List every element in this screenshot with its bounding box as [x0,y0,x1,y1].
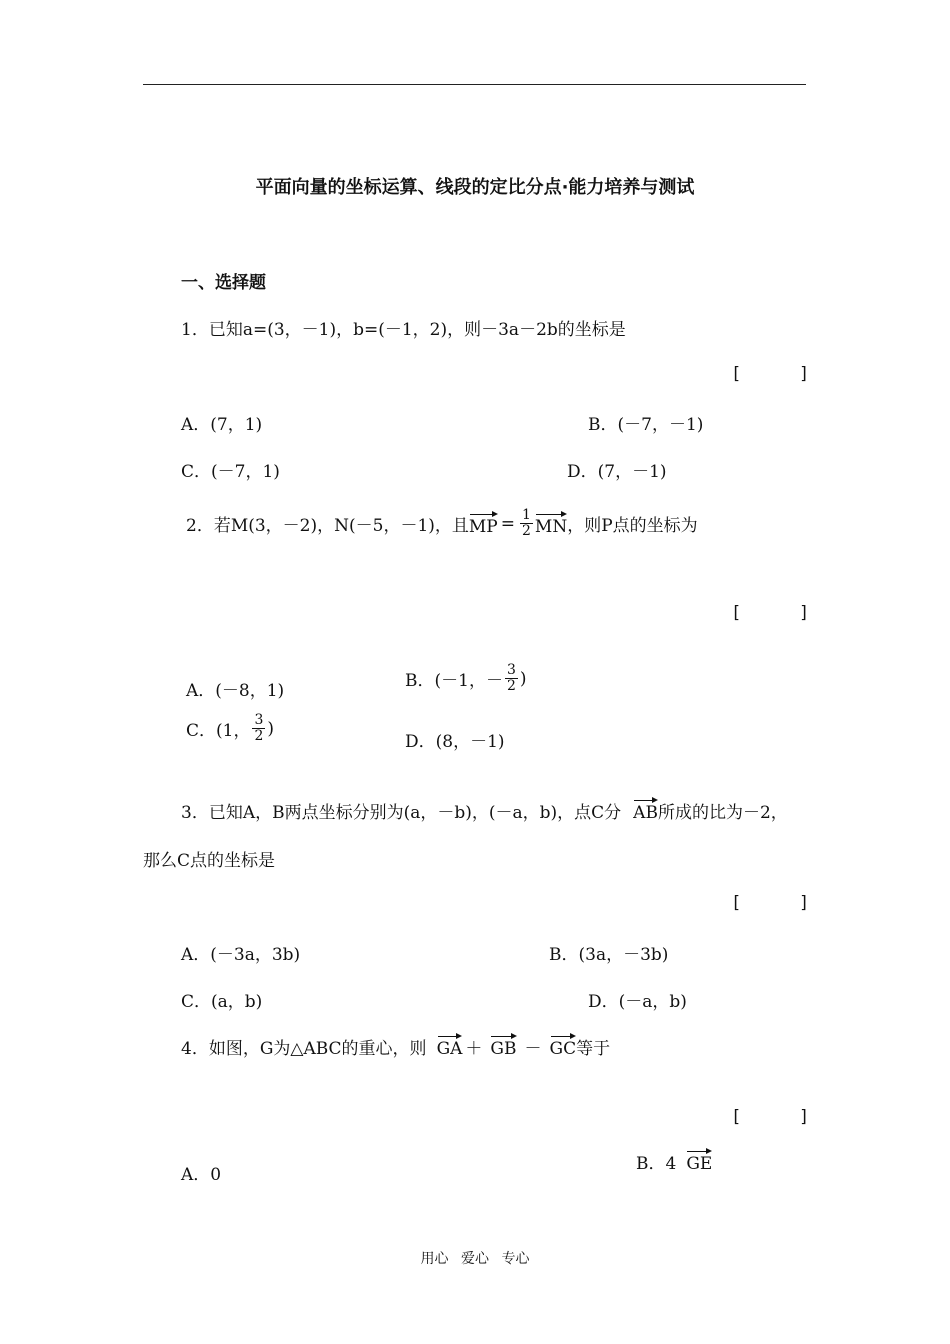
q1-bracket-left: [ [731,364,742,384]
q3-option-c: C．(a，b) [181,992,263,1012]
q2-option-c [186,713,274,744]
q2-option-b-num: 3 [506,662,516,678]
q2-option-b-prefix: B．(－1，－ [405,671,503,691]
q1-option-b: B．(－7，－1) [588,415,704,435]
q4-vector-gc: GC [550,1033,577,1059]
page-title: 平面向量的坐标运算、线段的定比分点·能力培养与测试 [255,177,695,198]
q4-minus: － [524,1039,542,1059]
q1-option-c: C．(－7，1) [181,462,280,482]
q2-option-b [405,663,527,694]
page-footer: 用心 爱心 专心 [420,1251,530,1267]
q3-bracket-left: [ [731,893,742,913]
q2-option-c-den: 2 [254,728,264,744]
q4-bracket-left: [ [731,1107,742,1127]
q2-vector-mp: MP [469,511,498,537]
q3-vector-ab: AB [633,797,658,823]
q2-stem-suffix: ，则P点的坐标为 [567,516,698,536]
q2-frac-den: 2 [522,523,531,539]
section-heading: 一、选择题 [181,273,266,293]
q1-option-d: D．(7，－1) [567,462,667,482]
q3-stem [181,797,788,823]
q2-option-c-fraction [252,713,265,744]
q4-plus: ＋ [465,1039,483,1059]
q2-stem [186,508,698,539]
q2-equals: = [500,513,515,534]
q3-stem-suffix: 所成的比为－2， [657,803,788,823]
q2-option-c-prefix: C．(1， [186,721,251,741]
q3-bracket-right: ] [799,893,810,913]
q2-option-b-den: 2 [506,678,516,694]
q2-fraction [520,508,533,539]
q2-option-b-suffix: ) [519,668,527,689]
q3-option-b: B．(3a，－3b) [549,945,669,965]
q2-option-b-fraction [505,663,518,694]
q4-bracket-right: ] [799,1107,810,1127]
q2-bracket-left: [ [731,603,742,623]
q2-bracket-right: ] [799,603,810,623]
q1-option-a: A．(7，1) [181,415,263,435]
q2-stem-prefix: 2．若M(3，－2)，N(－5，－1)，且 [186,516,469,536]
q4-vector-ge: GE [686,1148,712,1174]
q2-option-d: D．(8，－1) [405,732,505,752]
q1-bracket-right: ] [799,364,810,384]
q2-vector-mn: MN [535,511,567,537]
q4-option-b-prefix: B．4 [636,1154,677,1174]
q4-option-b [636,1148,712,1174]
q2-option-c-suffix: ) [267,718,275,739]
q3-stem-line2: 那么C点的坐标是 [143,851,276,871]
q4-stem [181,1033,610,1059]
q4-option-a: A．0 [181,1165,222,1185]
q3-stem-prefix: 3．已知A，B两点坐标分别为(a，－b)，(－a，b)，点C分 [181,803,622,823]
q4-vector-gb: GB [490,1033,516,1059]
header-rule [143,84,806,85]
q4-stem-prefix: 4．如图，G为△ABC的重心，则 [181,1039,427,1059]
q2-option-c-num: 3 [254,712,264,728]
q4-vector-ga: GA [437,1033,463,1059]
q2-frac-num: 1 [522,507,531,523]
q3-option-a: A．(－3a，3b) [181,945,301,965]
q4-stem-suffix: 等于 [576,1039,611,1059]
q1-stem: 1．已知a=(3，－1)，b=(－1，2)，则－3a－2b的坐标是 [181,320,626,340]
q2-option-a: A．(－8，1) [186,681,285,701]
q3-option-d: D．(－a，b) [588,992,687,1012]
